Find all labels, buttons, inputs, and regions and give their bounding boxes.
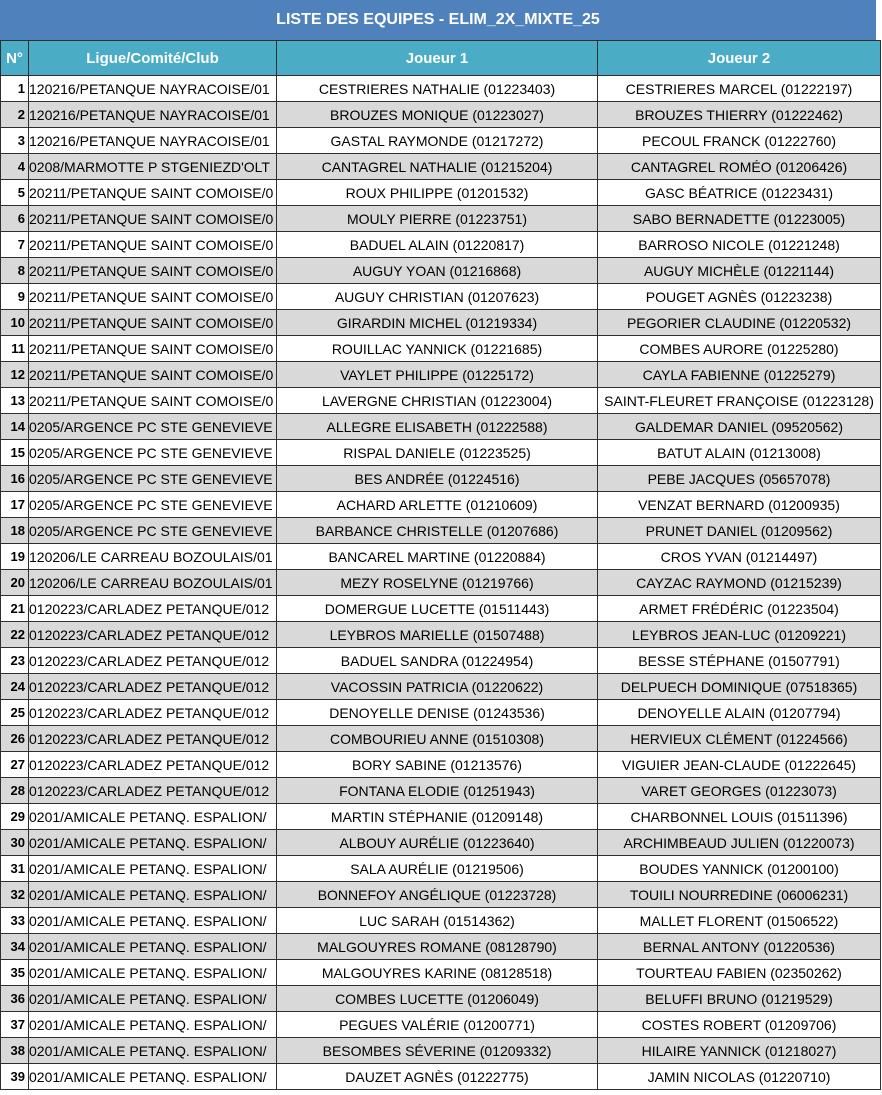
cell-club xyxy=(29,128,277,154)
cell-player-2: BOUDES YANNICK (01200100) xyxy=(598,856,881,882)
cell-player-2: TOUILI NOURREDINE (06006231) xyxy=(598,882,881,908)
cell-player-2: HERVIEUX CLÉMENT (01224566) xyxy=(598,726,881,752)
table-row xyxy=(1,102,881,128)
cell-number: 34 xyxy=(1,934,29,960)
cell-club xyxy=(29,778,277,804)
cell-club xyxy=(29,726,277,752)
table-row xyxy=(1,622,881,648)
cell-number: 13 xyxy=(1,388,29,414)
cell-number: 35 xyxy=(1,960,29,986)
table-row xyxy=(1,804,881,830)
cell-number: 17 xyxy=(1,492,29,518)
table-row xyxy=(1,1038,881,1064)
cell-club xyxy=(29,336,277,362)
cell-player-2: CESTRIERES MARCEL (01222197) xyxy=(598,76,881,102)
cell-player-2: VARET GEORGES (01223073) xyxy=(598,778,881,804)
club-text: 20211/PETANQUE SAINT COMOISE/0 xyxy=(29,314,274,331)
club-text: 0120223/CARLADEZ PETANQUE/012 xyxy=(29,730,270,747)
cell-player-2: GASC BÉATRICE (01223431) xyxy=(598,180,881,206)
cell-player-2: VENZAT BERNARD (01200935) xyxy=(598,492,881,518)
cell-club xyxy=(29,570,277,596)
cell-player-1: BESOMBES SÉVERINE (01209332) xyxy=(277,1038,598,1064)
cell-club xyxy=(29,76,277,102)
cell-club xyxy=(29,440,277,466)
table-row xyxy=(1,1012,881,1038)
cell-player-1: ACHARD ARLETTE (01210609) xyxy=(277,492,598,518)
cell-player-2: CAYLA FABIENNE (01225279) xyxy=(598,362,881,388)
cell-player-1: DOMERGUE LUCETTE (01511443) xyxy=(277,596,598,622)
cell-club xyxy=(29,856,277,882)
cell-player-2: BELUFFI BRUNO (01219529) xyxy=(598,986,881,1012)
cell-player-2: BATUT ALAIN (01213008) xyxy=(598,440,881,466)
club-text: 120206/LE CARREAU BOZOULAIS/01 xyxy=(29,574,273,591)
table-row xyxy=(1,76,881,102)
cell-number: 28 xyxy=(1,778,29,804)
club-text: 0205/ARGENCE PC STE GENEVIEVE xyxy=(29,444,273,461)
club-text: 0205/ARGENCE PC STE GENEVIEVE xyxy=(29,470,273,487)
cell-player-1: COMBES LUCETTE (01206049) xyxy=(277,986,598,1012)
cell-number: 33 xyxy=(1,908,29,934)
cell-player-1: BANCAREL MARTINE (01220884) xyxy=(277,544,598,570)
cell-player-2: POUGET AGNÈS (01223238) xyxy=(598,284,881,310)
cell-number: 15 xyxy=(1,440,29,466)
cell-club xyxy=(29,622,277,648)
cell-player-1: BONNEFOY ANGÉLIQUE (01223728) xyxy=(277,882,598,908)
table-row xyxy=(1,284,881,310)
club-text: 20211/PETANQUE SAINT COMOISE/0 xyxy=(29,288,274,305)
cell-number: 36 xyxy=(1,986,29,1012)
table-row xyxy=(1,674,881,700)
cell-player-1: AUGUY YOAN (01216868) xyxy=(277,258,598,284)
cell-club xyxy=(29,674,277,700)
club-text: 0120223/CARLADEZ PETANQUE/012 xyxy=(29,782,270,799)
cell-number: 16 xyxy=(1,466,29,492)
cell-club xyxy=(29,310,277,336)
cell-club xyxy=(29,284,277,310)
cell-club xyxy=(29,960,277,986)
cell-club xyxy=(29,492,277,518)
column-header-club: Ligue/Comité/Club xyxy=(29,41,277,76)
cell-player-1: BES ANDRÉE (01224516) xyxy=(277,466,598,492)
cell-player-1: LAVERGNE CHRISTIAN (01223004) xyxy=(277,388,598,414)
cell-club xyxy=(29,154,277,180)
cell-player-1: DENOYELLE DENISE (01243536) xyxy=(277,700,598,726)
cell-number: 5 xyxy=(1,180,29,206)
sheet-title: LISTE DES EQUIPES - ELIM_2X_MIXTE_25 xyxy=(0,0,878,40)
column-header-player-1: Joueur 1 xyxy=(277,41,598,76)
table-row xyxy=(1,700,881,726)
cell-club xyxy=(29,258,277,284)
cell-club xyxy=(29,882,277,908)
table-row xyxy=(1,180,881,206)
cell-number: 12 xyxy=(1,362,29,388)
cell-club xyxy=(29,830,277,856)
cell-player-2: BESSE STÉPHANE (01507791) xyxy=(598,648,881,674)
cell-number: 14 xyxy=(1,414,29,440)
club-text: 0201/AMICALE PETANQ. ESPALION/ xyxy=(29,1042,267,1059)
cell-number: 9 xyxy=(1,284,29,310)
cell-player-1: SALA AURÉLIE (01219506) xyxy=(277,856,598,882)
cell-player-1: MARTIN STÉPHANIE (01209148) xyxy=(277,804,598,830)
table-row xyxy=(1,726,881,752)
cell-number: 38 xyxy=(1,1038,29,1064)
table-row xyxy=(1,986,881,1012)
table-row xyxy=(1,362,881,388)
cell-number: 39 xyxy=(1,1064,29,1090)
cell-player-1: COMBOURIEU ANNE (01510308) xyxy=(277,726,598,752)
cell-club xyxy=(29,1012,277,1038)
cell-player-2: SAINT-FLEURET FRANÇOISE (01223128) xyxy=(598,388,881,414)
cell-player-1: LEYBROS MARIELLE (01507488) xyxy=(277,622,598,648)
cell-number: 31 xyxy=(1,856,29,882)
cell-player-1: ROUILLAC YANNICK (01221685) xyxy=(277,336,598,362)
cell-club xyxy=(29,518,277,544)
cell-club xyxy=(29,1038,277,1064)
cell-player-1: ALBOUY AURÉLIE (01223640) xyxy=(277,830,598,856)
table-row xyxy=(1,882,881,908)
cell-number: 27 xyxy=(1,752,29,778)
cell-number: 4 xyxy=(1,154,29,180)
cell-number: 6 xyxy=(1,206,29,232)
cell-club xyxy=(29,180,277,206)
cell-player-1: MOULY PIERRE (01223751) xyxy=(277,206,598,232)
cell-number: 3 xyxy=(1,128,29,154)
cell-number: 30 xyxy=(1,830,29,856)
table-row xyxy=(1,1064,881,1090)
cell-player-2: CHARBONNEL LOUIS (01511396) xyxy=(598,804,881,830)
cell-player-2: ARMET FRÉDÉRIC (01223504) xyxy=(598,596,881,622)
cell-number: 24 xyxy=(1,674,29,700)
cell-club xyxy=(29,232,277,258)
cell-player-1: MALGOUYRES ROMANE (08128790) xyxy=(277,934,598,960)
cell-club xyxy=(29,908,277,934)
cell-player-2: HILAIRE YANNICK (01218027) xyxy=(598,1038,881,1064)
club-text: 0120223/CARLADEZ PETANQUE/012 xyxy=(29,626,270,643)
cell-player-1: BORY SABINE (01213576) xyxy=(277,752,598,778)
cell-number: 11 xyxy=(1,336,29,362)
column-header-player-2: Joueur 2 xyxy=(598,41,881,76)
column-header-number: N° xyxy=(1,41,29,76)
cell-player-2: COSTES ROBERT (01209706) xyxy=(598,1012,881,1038)
club-text: 0205/ARGENCE PC STE GENEVIEVE xyxy=(29,522,273,539)
club-text: 20211/PETANQUE SAINT COMOISE/0 xyxy=(29,184,274,201)
cell-club xyxy=(29,466,277,492)
table-row xyxy=(1,752,881,778)
cell-number: 32 xyxy=(1,882,29,908)
club-text: 120216/PETANQUE NAYRACOISE/01 xyxy=(29,106,270,123)
cell-player-2: MALLET FLORENT (01506522) xyxy=(598,908,881,934)
cell-player-2: PEGORIER CLAUDINE (01220532) xyxy=(598,310,881,336)
table-row xyxy=(1,570,881,596)
cell-player-2: ARCHIMBEAUD JULIEN (01220073) xyxy=(598,830,881,856)
cell-player-2: GALDEMAR DANIEL (09520562) xyxy=(598,414,881,440)
table-row xyxy=(1,466,881,492)
club-text: 120206/LE CARREAU BOZOULAIS/01 xyxy=(29,548,273,565)
club-text: 20211/PETANQUE SAINT COMOISE/0 xyxy=(29,210,274,227)
table-row xyxy=(1,440,881,466)
cell-player-2: AUGUY MICHÈLE (01221144) xyxy=(598,258,881,284)
cell-number: 20 xyxy=(1,570,29,596)
table-row xyxy=(1,414,881,440)
table-row xyxy=(1,960,881,986)
club-text: 20211/PETANQUE SAINT COMOISE/0 xyxy=(29,392,274,409)
table-row xyxy=(1,778,881,804)
cell-player-1: RISPAL DANIELE (01223525) xyxy=(277,440,598,466)
table-body xyxy=(1,76,881,1090)
cell-player-2: CROS YVAN (01214497) xyxy=(598,544,881,570)
club-text: 0201/AMICALE PETANQ. ESPALION/ xyxy=(29,912,267,929)
table-header-row xyxy=(1,41,881,76)
cell-club xyxy=(29,1064,277,1090)
table-row xyxy=(1,154,881,180)
cell-player-2: DENOYELLE ALAIN (01207794) xyxy=(598,700,881,726)
cell-number: 10 xyxy=(1,310,29,336)
cell-player-1: FONTANA ELODIE (01251943) xyxy=(277,778,598,804)
cell-player-2: PEBE JACQUES (05657078) xyxy=(598,466,881,492)
cell-number: 8 xyxy=(1,258,29,284)
club-text: 0120223/CARLADEZ PETANQUE/012 xyxy=(29,600,270,617)
cell-number: 7 xyxy=(1,232,29,258)
cell-player-2: CAYZAC RAYMOND (01215239) xyxy=(598,570,881,596)
club-text: 0201/AMICALE PETANQ. ESPALION/ xyxy=(29,834,267,851)
table-row xyxy=(1,934,881,960)
cell-club xyxy=(29,544,277,570)
cell-number: 37 xyxy=(1,1012,29,1038)
cell-player-1: VACOSSIN PATRICIA (01220622) xyxy=(277,674,598,700)
cell-player-2: SABO BERNADETTE (01223005) xyxy=(598,206,881,232)
club-text: 0201/AMICALE PETANQ. ESPALION/ xyxy=(29,808,267,825)
table-row xyxy=(1,492,881,518)
cell-player-2: JAMIN NICOLAS (01220710) xyxy=(598,1064,881,1090)
club-text: 20211/PETANQUE SAINT COMOISE/0 xyxy=(29,366,274,383)
club-text: 0201/AMICALE PETANQ. ESPALION/ xyxy=(29,860,267,877)
table-row xyxy=(1,908,881,934)
cell-club xyxy=(29,986,277,1012)
cell-number: 26 xyxy=(1,726,29,752)
table-row xyxy=(1,310,881,336)
cell-player-1: GIRARDIN MICHEL (01219334) xyxy=(277,310,598,336)
club-text: 20211/PETANQUE SAINT COMOISE/0 xyxy=(29,236,274,253)
cell-number: 29 xyxy=(1,804,29,830)
club-text: 0208/MARMOTTE P STGENIEZD'OLT xyxy=(29,158,270,175)
teams-table xyxy=(0,40,881,1090)
club-text: 0205/ARGENCE PC STE GENEVIEVE xyxy=(29,496,273,513)
club-text: 0201/AMICALE PETANQ. ESPALION/ xyxy=(29,1068,267,1085)
club-text: 0201/AMICALE PETANQ. ESPALION/ xyxy=(29,886,267,903)
cell-player-2: BERNAL ANTONY (01220536) xyxy=(598,934,881,960)
cell-player-2: LEYBROS JEAN-LUC (01209221) xyxy=(598,622,881,648)
cell-club xyxy=(29,596,277,622)
cell-number: 18 xyxy=(1,518,29,544)
cell-number: 25 xyxy=(1,700,29,726)
table-row xyxy=(1,258,881,284)
cell-player-1: DAUZET AGNÈS (01222775) xyxy=(277,1064,598,1090)
club-text: 0120223/CARLADEZ PETANQUE/012 xyxy=(29,652,270,669)
cell-player-2: BROUZES THIERRY (01222462) xyxy=(598,102,881,128)
table-row xyxy=(1,128,881,154)
club-text: 0201/AMICALE PETANQ. ESPALION/ xyxy=(29,990,267,1007)
club-text: 0120223/CARLADEZ PETANQUE/012 xyxy=(29,704,270,721)
cell-player-1: PEGUES VALÉRIE (01200771) xyxy=(277,1012,598,1038)
cell-club xyxy=(29,700,277,726)
cell-number: 1 xyxy=(1,76,29,102)
cell-number: 19 xyxy=(1,544,29,570)
cell-player-1: ALLEGRE ELISABETH (01222588) xyxy=(277,414,598,440)
cell-player-1: BROUZES MONIQUE (01223027) xyxy=(277,102,598,128)
table-row xyxy=(1,648,881,674)
cell-player-1: MALGOUYRES KARINE (08128518) xyxy=(277,960,598,986)
club-text: 0120223/CARLADEZ PETANQUE/012 xyxy=(29,678,270,695)
club-text: 0201/AMICALE PETANQ. ESPALION/ xyxy=(29,1016,267,1033)
cell-club xyxy=(29,934,277,960)
club-text: 0201/AMICALE PETANQ. ESPALION/ xyxy=(29,964,267,981)
table-row xyxy=(1,596,881,622)
cell-player-1: CANTAGREL NATHALIE (01215204) xyxy=(277,154,598,180)
cell-club xyxy=(29,362,277,388)
table-row xyxy=(1,830,881,856)
club-text: 20211/PETANQUE SAINT COMOISE/0 xyxy=(29,340,274,357)
cell-player-2: CANTAGREL ROMÉO (01206426) xyxy=(598,154,881,180)
cell-player-1: ROUX PHILIPPE (01201532) xyxy=(277,180,598,206)
cell-player-1: BADUEL ALAIN (01220817) xyxy=(277,232,598,258)
cell-player-1: VAYLET PHILIPPE (01225172) xyxy=(277,362,598,388)
cell-player-2: TOURTEAU FABIEN (02350262) xyxy=(598,960,881,986)
cell-player-2: PECOUL FRANCK (01222760) xyxy=(598,128,881,154)
table-row xyxy=(1,388,881,414)
club-text: 20211/PETANQUE SAINT COMOISE/0 xyxy=(29,262,274,279)
cell-club xyxy=(29,102,277,128)
cell-number: 2 xyxy=(1,102,29,128)
club-text: 0205/ARGENCE PC STE GENEVIEVE xyxy=(29,418,273,435)
club-text: 120216/PETANQUE NAYRACOISE/01 xyxy=(29,80,270,97)
table-row xyxy=(1,544,881,570)
cell-player-1: AUGUY CHRISTIAN (01207623) xyxy=(277,284,598,310)
cell-player-2: VIGUIER JEAN-CLAUDE (01222645) xyxy=(598,752,881,778)
cell-club xyxy=(29,206,277,232)
table-row xyxy=(1,518,881,544)
cell-number: 22 xyxy=(1,622,29,648)
cell-player-2: COMBES AURORE (01225280) xyxy=(598,336,881,362)
cell-player-1: LUC SARAH (01514362) xyxy=(277,908,598,934)
cell-club xyxy=(29,414,277,440)
club-text: 120216/PETANQUE NAYRACOISE/01 xyxy=(29,132,270,149)
cell-player-1: CESTRIERES NATHALIE (01223403) xyxy=(277,76,598,102)
table-row xyxy=(1,206,881,232)
cell-player-1: MEZY ROSELYNE (01219766) xyxy=(277,570,598,596)
club-text: 0120223/CARLADEZ PETANQUE/012 xyxy=(29,756,270,773)
cell-player-1: GASTAL RAYMONDE (01217272) xyxy=(277,128,598,154)
cell-player-2: DELPUECH DOMINIQUE (07518365) xyxy=(598,674,881,700)
cell-player-2: BARROSO NICOLE (01221248) xyxy=(598,232,881,258)
table-row xyxy=(1,232,881,258)
table-row xyxy=(1,856,881,882)
cell-club xyxy=(29,752,277,778)
club-text: 0201/AMICALE PETANQ. ESPALION/ xyxy=(29,938,267,955)
cell-player-1: BARBANCE CHRISTELLE (01207686) xyxy=(277,518,598,544)
cell-number: 23 xyxy=(1,648,29,674)
cell-player-1: BADUEL SANDRA (01224954) xyxy=(277,648,598,674)
cell-player-2: PRUNET DANIEL (01209562) xyxy=(598,518,881,544)
cell-club xyxy=(29,388,277,414)
cell-club xyxy=(29,804,277,830)
cell-club xyxy=(29,648,277,674)
cell-number: 21 xyxy=(1,596,29,622)
table-row xyxy=(1,336,881,362)
